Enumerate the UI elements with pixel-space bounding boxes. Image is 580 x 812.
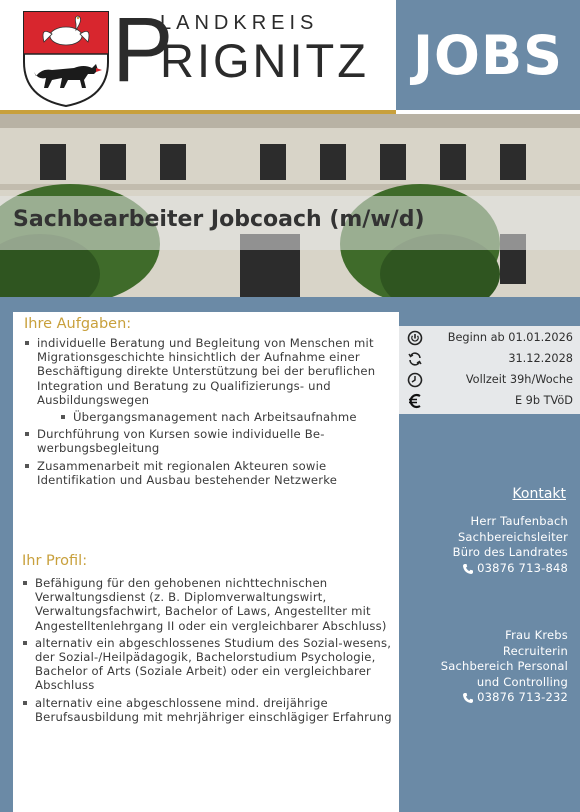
clock-icon: [407, 372, 423, 388]
jobs-badge: [396, 0, 580, 110]
job-title: Sachbearbeiter Jobcoach (m/w/d): [13, 207, 425, 232]
list-item: Übergangsmanagement nach Arbeitsaufnahme: [24, 410, 394, 424]
logo-p-letter: P: [112, 0, 174, 101]
contact-department: Sachbereich Personal: [440, 659, 568, 674]
list-item: alternativ eine abgeschlossene mind. dreijährige Berufsausbildung mit mehrjähriger einschlägiger Erfahrung: [22, 696, 392, 724]
info-box: [399, 326, 580, 414]
contact-phone[interactable]: [462, 561, 568, 577]
profil-list: [22, 576, 392, 727]
contact-department-line2: und Controlling: [476, 674, 568, 689]
profil-heading: Ihr Profil:: [22, 553, 88, 569]
contact-phone-number: 03876 713-848: [477, 560, 568, 575]
contact-name: Frau Krebs: [505, 628, 568, 642]
list-item: Zusammenarbeit mit regionalen Akteuren sowie Identifikation und Ausbau bestehender Netzwerke: [24, 459, 394, 487]
info-row-start: [399, 328, 580, 348]
aufgaben-heading: Ihre Aufgaben:: [24, 316, 132, 332]
list-item: Durchführung von Kursen sowie individuelle Be-werbungsbegleitung: [24, 427, 394, 455]
pay-grade: E 9b TVöD: [514, 394, 573, 407]
jobs-badge-label: JOBS: [412, 23, 564, 87]
contact-role: Sachbereichsleiter: [457, 529, 568, 544]
list-item: alternativ ein abgeschlossenes Studium des Sozial-wesens, der Sozial-/Heilpädagogik, Bachelorstudium Psychologie, Bachelor of Arts (Soziale Arbeit) oder ein vergleichbarer Abschluss: [22, 636, 392, 693]
contact-person-2: [441, 628, 568, 709]
aufgaben-list: [24, 336, 394, 490]
contact-role: Recruiterin: [502, 643, 568, 658]
info-row-pay: [399, 391, 580, 411]
info-row-end: [399, 349, 580, 369]
coat-of-arms-logo: [22, 10, 110, 108]
working-hours: Vollzeit 39h/Woche: [465, 373, 573, 386]
refresh-icon: [407, 351, 423, 367]
contact-department: Büro des Landrates: [452, 545, 568, 560]
logo-landkreis-text: LANDKREIS: [160, 12, 319, 34]
contact-name: Herr Taufenbach: [470, 514, 568, 528]
contact-person-1: [453, 514, 568, 579]
logo-prignitz-text: RIGNITZ: [160, 34, 369, 87]
contact-heading: Kontakt: [512, 486, 566, 502]
phone-icon: [462, 563, 474, 575]
info-row-hours: [399, 370, 580, 390]
list-item: individuelle Beratung und Begleitung von Menschen mit Migrationsgeschichte hinsichtlich der Aufnahme einer Beschäftigung direkte Unterstützung bei der beruflichen Integration und Beratung zu Qualifizierungs- und Ausbildungswegen: [24, 336, 394, 407]
end-date: 31.12.2028: [508, 352, 573, 365]
start-date: Beginn ab 01.01.2026: [447, 331, 573, 344]
contact-phone-number: 03876 713-232: [477, 690, 568, 705]
phone-icon: [462, 692, 474, 704]
list-item: Befähigung für den gehobenen nichttechnischen Verwaltungsdienst (z. B. Diplomverwaltungswirt, Verwaltungsfachwirt, Bachelor of Laws, Angestellter mit Angestelltenlehrgang II oder ein vergleichbarer Abschluss): [22, 576, 392, 633]
contact-phone[interactable]: [462, 690, 568, 706]
power-icon: [407, 330, 423, 346]
euro-icon: [407, 393, 423, 409]
header: [0, 0, 580, 110]
